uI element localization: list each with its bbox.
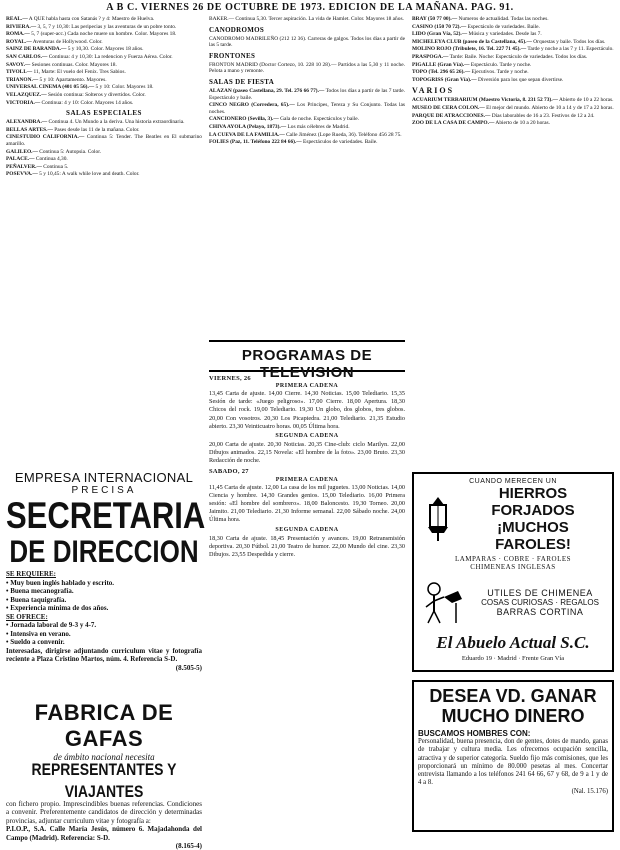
sala-listing: PALACE.— Continua 4,30. xyxy=(6,156,68,163)
tv-box xyxy=(209,340,405,830)
ad-gafas-line1: FABRICA DE GAFAS xyxy=(34,700,174,751)
sala-fiesta-listing: LA CUEVA DE LA FAMILIA.— Calle Jiménez (Lope Rueda, 36). Teléfono 456 28 75. xyxy=(209,131,402,138)
cine-listing: SAN CARLOS.— Continua: 4 y 10,30: La redencion y Fuerza Aérea. Color. xyxy=(6,53,173,60)
club-listing: MOLINO ROJO (Tribulete, 16. Tel. 227 71 45).— Tarde y noche a las 7 y 11. Espectáculo. xyxy=(412,46,614,53)
bullet-item: • Sueldo a convenir. xyxy=(6,638,65,646)
ad-hierros-line4: LAMPARAS · COBRE · FAROLES xyxy=(454,555,572,563)
cine-listing: ROYAL.— Aventuras de Hollywood. Color. xyxy=(6,38,103,45)
fronton-text: FRONTON MADRID (Doctor Cortezo, 10. 228 10 28).— Partidos a las 5,30 y 11 noche. Pelota a mano y remonte. xyxy=(209,61,405,75)
ad-gafas-line3: REPRESENTANTES Y VIAJANTES xyxy=(31,759,177,801)
ad-hierros-line6: UTILES DE CHIMENEA xyxy=(487,587,593,598)
ad-secretaria-ref: (8.505-5) xyxy=(175,663,202,672)
ad-gafas-line2: de ámbito nacional necesita xyxy=(53,752,155,762)
ad-dinero-line3: BUSCAMOS HOMBRES CON: xyxy=(418,729,531,738)
club-listing: LIDO (Gran Vía, 52).— Música y variedades. Desde las 7. xyxy=(412,31,542,38)
tv-title: PROGRAMAS DE TELEVISION xyxy=(241,347,373,381)
cine-listing: RIVIERA.— 3, 5, 7 y 10,30: Las peripecias y las aventuras de un pobre tonto. xyxy=(6,23,177,30)
ad-hierros-line7: COSAS CURIOSAS · REGALOS xyxy=(481,597,599,607)
ad-gafas-addr: P.I.O.P., S.A. Calle María Jesús, número 6. Majadahonda del Campo (Madrid). Referencia: S-D. xyxy=(6,825,202,842)
ad-dinero-body: Personalidad, buena presencia, don de gentes, dotes de mando, ganas de trabajar y cultura media. Les ofrecemos ocupación sencilla, atractiva y de superior categoría. Sueldo fijo más comisiones, que les proporcionará un mínimo de 80.000 pesetas al mes. Concertar entrevista llamando a los teléfonos 241 64 66, 67 y 68, de 9 a 1 y de 4 a 8. xyxy=(418,738,608,787)
sala-listing: PEÑALVER.— Continua 5. xyxy=(6,163,69,170)
sala-fiesta-listing: CHIVA AYOLA (Pelayo, 1873).— Los más célebres de Madrid. xyxy=(209,123,350,130)
sala-listing: ALEXANDRA.— Continua 4. Un Mundo a la deriva. Una historia extraordinaria. xyxy=(6,119,185,126)
canodromo-text: CANODROMO MADRILEÑO (212 12 36). Carreras de galgos. Todos los días a partir de las 5 tarde. xyxy=(209,35,405,49)
varios-listing: MUSEO DE CERA COLON.— El mejor del mundo. Abierto de 10 a 14 y de 17 a 22 horas. xyxy=(412,104,614,111)
ad-gafas-body: con fichero propio. Imprescindibles buenas referencias. Condiciones a convenir. Preferentemente candidatos de dirección y determinadas provincias, adjuntar curriculum vitae y fotografía a: xyxy=(6,800,202,825)
varios-listing: ACUARIUM TERRARIUM (Maestro Victoria, 8. 231 52 73).— Abierto de 10 a 22 horas. xyxy=(412,97,614,104)
club-listing: MICHELEYA CLUB (paseo de la Castellana, 45).— Orquestas y baile. Todos los días. xyxy=(412,38,606,45)
sala-listing: POSEVVA.— 5 y 10,45: A walk while love and death. Color. xyxy=(6,171,140,178)
cine-listing: UNIVERSAL CINEMA (401 05 56).— 5 y 10: Color. Mayores 18. xyxy=(6,84,154,91)
ad-hierros-line1: CUANDO MERECEN UN xyxy=(469,478,557,485)
ad-secretaria-line1: EMPRESA INTERNACIONAL xyxy=(14,470,194,485)
ad-secretaria-line3: SECRETARIA xyxy=(6,494,206,537)
ad-hierros-addr: Eduardo 19 · Madrid · Frente Gran Vía xyxy=(461,655,565,662)
fireplace-icon xyxy=(418,577,472,627)
club-listing: TOPO (Tel. 296 65 26).— Ejecutivos. Tarde y noche. xyxy=(412,69,529,76)
tv-prog-2: 20,00 Carta de ajuste. 20,30 Noticias. 20,35 Cine-club: ciclo Marilyn. 22,00 Dibujos animados. 22,15 Novela: «El hombre de la foto». 23,00 Bruto. 23,30 Redacción de noche. xyxy=(209,441,405,465)
cine-listing: TRIANON.— 5 y 10: Apartamento. Mayores. xyxy=(6,76,107,83)
ad-secretaria xyxy=(6,470,206,688)
column-3 xyxy=(412,16,614,128)
bullet-item: • Experiencia mínima de dos años. xyxy=(6,604,109,612)
salas-fiesta-list xyxy=(209,88,405,146)
offer-list xyxy=(6,621,202,647)
sala-listing: BELLAS ARTES.— Pases desde las 11 de la mañana. Color. xyxy=(6,126,140,133)
club-listing: TOPOGRISS (Gran Vía).— Diversión para los que sepan divertirse. xyxy=(412,76,564,83)
sala-listing: CINESTUDIO CALIFORNIA.— Continua 5: Tender. The Beatles en El submarino amarillo. xyxy=(6,134,202,147)
varios-title: VARIOS xyxy=(412,86,455,96)
col3-listings xyxy=(412,16,614,83)
club-listing: CASINO (150 70 72).— Espectáculo de variedades. Baile. xyxy=(412,23,540,30)
sala-listing: GALILEO.— Continua 5: Autopsia. Color. xyxy=(6,148,102,155)
tv-segunda-1: SEGUNDA CADENA xyxy=(275,433,339,440)
cine-listing: SAINZ DE BARANDA.— 5 y 10,30. Color. Mayores 18 años. xyxy=(6,46,144,53)
tv-primera-2: PRIMERA CADENA xyxy=(275,476,339,483)
salas-fiesta-title: SALAS DE FIESTA xyxy=(209,77,275,86)
se-ofrece-label: SE OFRECE: xyxy=(6,612,48,621)
bullet-item: • Buena mecanografía. xyxy=(6,587,74,595)
tv-primera-1: PRIMERA CADENA xyxy=(275,383,339,389)
column-1 xyxy=(6,16,202,179)
bullet-item: • Buena taquigrafía. xyxy=(6,595,67,604)
ad-hierros-brand: El Abuelo Actual S.C. xyxy=(436,633,590,652)
ad-hierros-line8: BARRAS CORTINA xyxy=(496,606,584,617)
club-listing: PIGALLE (Gran Vía).— Espectáculo. Tarde y noche. xyxy=(412,61,532,68)
bullet-item: • Jornada laboral de 9-3 y 4-7. xyxy=(6,621,97,629)
ad-hierros-line5: CHIMENEAS INGLESAS xyxy=(470,563,556,571)
column-2 xyxy=(209,16,405,147)
club-listing: BRAY (50 77 00).— Numeros de actualidad. Todas las noches. xyxy=(412,16,549,22)
ad-dinero-ref: (Nal. 15.176) xyxy=(571,787,608,795)
ad-secretaria-line2: PRECISA xyxy=(71,485,137,496)
cine-listing: VELAZQUEZ.— Sesión continua: Solteros y divertidos. Color. xyxy=(6,91,146,98)
cine-listing: REAL.— A QUE habla hasta con Satanás ? y 4: Maestro de Huelva. xyxy=(6,16,155,22)
varios-listing: PARQUE DE ATRACCIONES.— Días laborables de 16 a 23. Festivos de 12 a 24. xyxy=(412,112,595,119)
tv-prog-1: 13,45 Carta de ajuste. 14,00 Cierre. 14,30 Noticias. 15,00 Telediario. 15,35 Sesión de tarde: «Juego peligroso». 17,00 Cierre. 18,00 Apertura. 18,30 Chicos del rock. 19,00 Telediario. 19,30 Un globo, dos globos, tres globos. 20,00 Con vosotros. 20,30 Los Picapiedra. 21,00 Telediario. 21,35 Estudio abierto. 23,30 Veinticuatro horas. 00,05 Última hora. xyxy=(209,390,405,430)
frontones-title: FRONTONES xyxy=(209,51,256,60)
ad-dinero-line2: MUCHO DINERO xyxy=(441,706,585,726)
varios-listing: ZOO DE LA CASA DE CAMPO.— Abierto de 10 a 20 horas. xyxy=(412,120,550,127)
sala-fiesta-listing: ALAZAN (paseo Castellana, 29. Tel. 276 66 77).— Todos los días a partir de las 7 tarde. Espectáculo y baile. xyxy=(209,87,405,101)
requirements-list xyxy=(6,579,202,613)
sala-fiesta-listing: CINCO NEGRO (Corredera, 65).— Los Principes, Tereza y Su Conjunto. Todas las noches. xyxy=(209,102,405,115)
ad-gafas-ref: (8.165-4) xyxy=(175,842,202,850)
ad-hierros-line3: ¡MUCHOS FAROLES! xyxy=(495,519,571,553)
bullet-item: • Intensiva en verano. xyxy=(6,629,71,638)
sala-fiesta-listing: CANCIONERO (Sevilla, 3).— Gala de noche. Espectáculos y baile. xyxy=(209,116,360,123)
tv-sabado: SABADO, 27 xyxy=(209,467,249,475)
lantern-icon xyxy=(418,495,458,543)
page-header: A B C. VIERNES 26 DE OCTUBRE DE 1973. EDICION DE LA MAÑANA. PAG. 91. xyxy=(106,2,514,13)
se-requiere-label: SE REQUIERE: xyxy=(6,570,56,578)
ad-secretaria-line4: DE DIRECCION xyxy=(9,533,199,569)
varios-list xyxy=(412,97,614,126)
ad-dinero-line1: DESEA VD. GANAR xyxy=(429,686,597,706)
cine-listing: SAVOY.— Sesiones continuas. Color. Mayores 18. xyxy=(6,61,117,68)
ad-dinero xyxy=(412,680,614,832)
tv-segunda-2: SEGUNDA CADENA xyxy=(275,526,339,533)
col2-top: BAKER.— Continua 5,30. Tercer aspiración. La vida de Hamlet. Color. Mayores 18 años. xyxy=(209,16,404,22)
salas-especiales-title: SALAS ESPECIALES xyxy=(66,109,142,118)
ad-gafas xyxy=(6,700,202,850)
sala-fiesta-listing: FOLIES (Paz, 11. Teléfono 222 84 66).— Espectáculos de variedades. Baile. xyxy=(209,139,378,146)
tv-prog-3: 11,45 Carta de ajuste. 12,00 La casa de los mil juguetes. 13,00 Noticias. 14,00 Ciencia y hombre. 14,30 Grandes genios. 15,00 Telediario. 16,00 Primera sesión: «El hombre del sombrero». 18,00 Baloncesto. 19,30 Torneo. 20,00 Jaimito. 21,00 Telediario. 21,30 Informe semanal. 22,00 Sábado noche. 24,00 Última hora. xyxy=(209,483,405,524)
canodromos-title: CANODROMOS xyxy=(209,25,265,34)
tv-viernes: VIERNES, 26 xyxy=(209,375,251,382)
cine-listing: VICTORIA.— Continua: 4 y 10: Color. Mayores 14 años. xyxy=(6,99,134,106)
tv-prog-4: 18,30 Carta de ajuste. 18,45 Presentación y avances. 19,00 Retransmisión deportiva. 20,30 Fútbol. 21,00 Teatro de humor. 22,00 Mundo del cine. 23,30 Dibujos. 23,55 Despedida y cierre. xyxy=(209,534,405,559)
club-listing: PRASPOGA.— Tarde: Baile. Noche: Espectáculo de variedades. Todos los días. xyxy=(412,53,588,60)
ad-secretaria-footer: Interesadas, dirigirse adjuntando curriculum vitae y fotografía reciente a Plaza Cristino Martos, núm. 4. Referencia S-D. xyxy=(6,646,202,663)
cine-listing: TIVOLI.— 11, Marte: El vuelo del Fenix. Tres Sabios. xyxy=(6,69,126,76)
ad-hierros xyxy=(412,472,614,672)
salas-especiales-list xyxy=(6,119,202,178)
bullet-item: • Muy buen inglés hablado y escrito. xyxy=(6,578,115,587)
ad-hierros-line2: HIERROS FORJADOS xyxy=(491,485,575,519)
cine-listing: ROMA.— 5, 7 (super-acc.) Cada noche muere un hombre. Color. Mayores 18. xyxy=(6,31,177,38)
cines-list xyxy=(6,16,202,106)
